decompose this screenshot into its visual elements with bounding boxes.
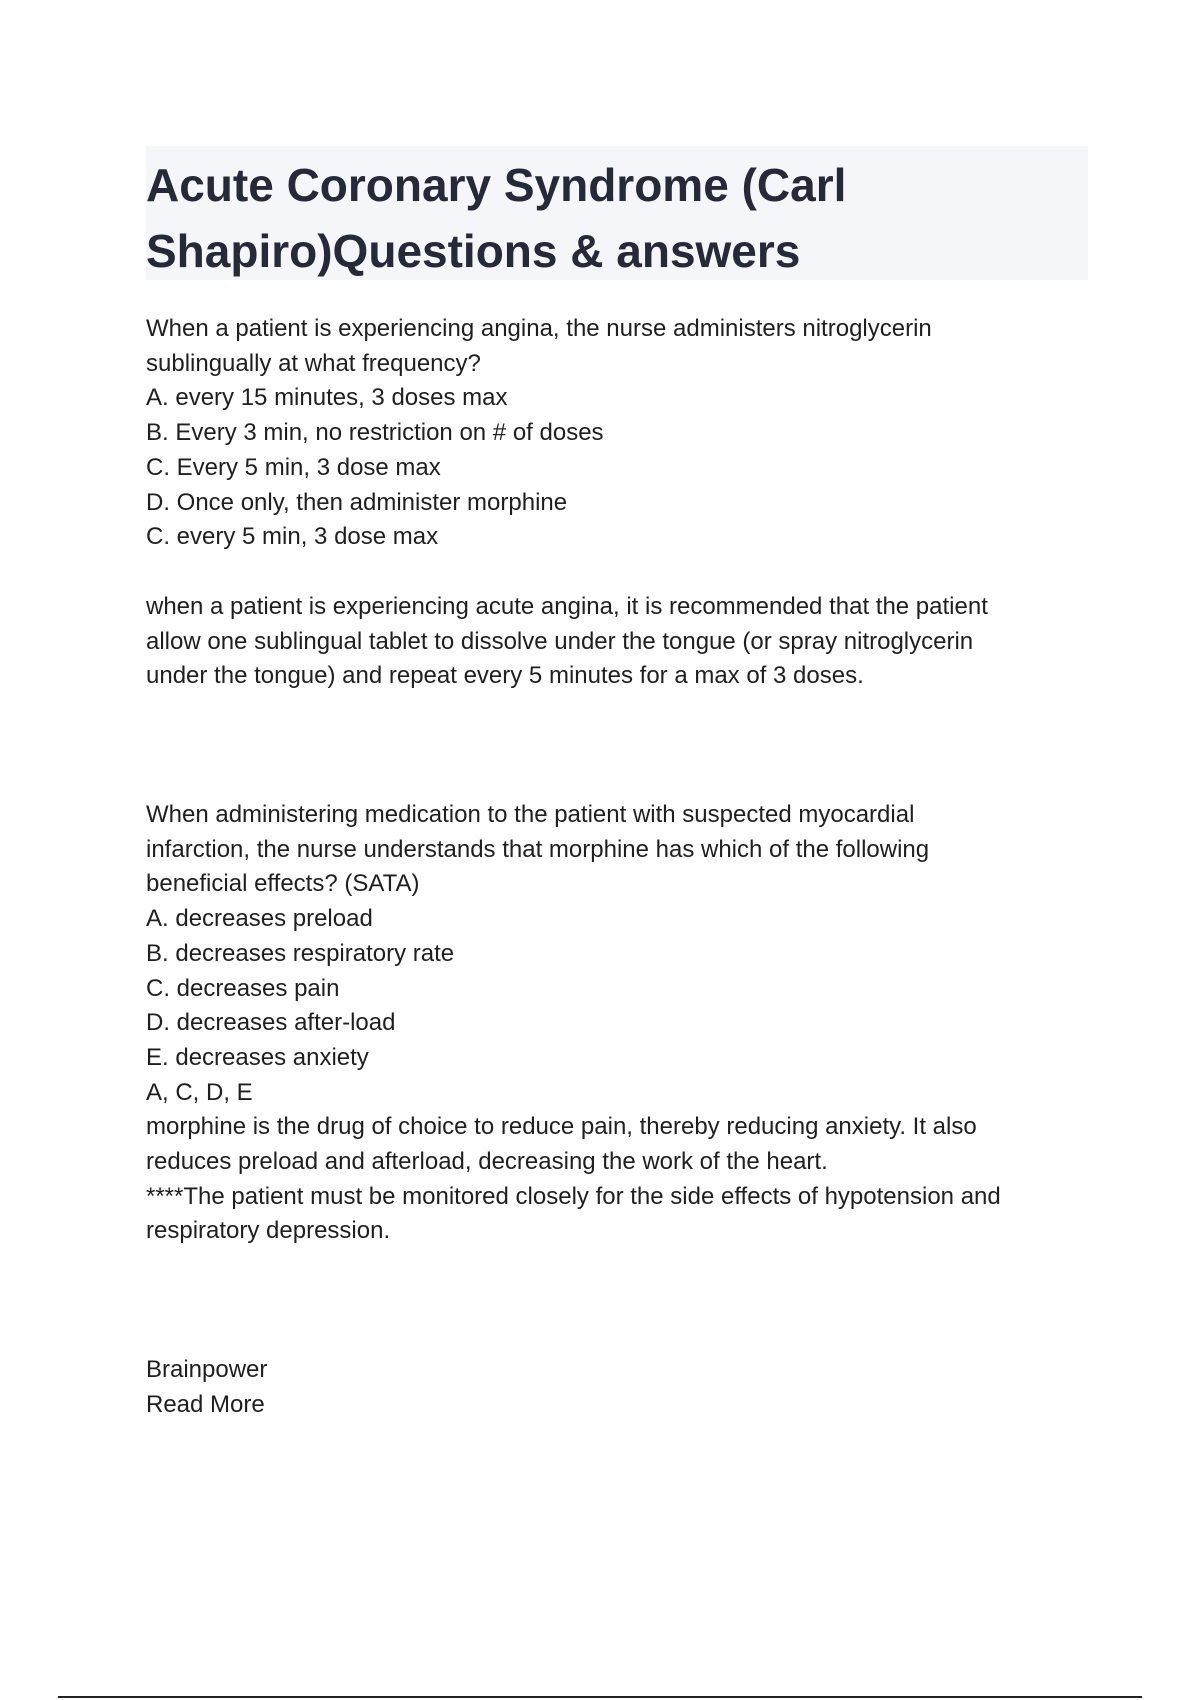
question-2-option-d: D. decreases after-load bbox=[146, 1009, 396, 1037]
rationale-line: allow one sublingual tablet to dissolve under the tongue (or spray nitroglycerin bbox=[146, 627, 974, 655]
title-line-1: Acute Coronary Syndrome (Carl bbox=[146, 159, 847, 211]
rationale-line: reduces preload and afterload, decreasing the work of the heart. bbox=[146, 1148, 828, 1176]
document-title bbox=[146, 146, 1088, 280]
question-2-option-c: C. decreases pain bbox=[146, 974, 340, 1002]
question-2-option-e: E. decreases anxiety bbox=[146, 1043, 369, 1071]
brand-label: Brainpower bbox=[146, 1356, 268, 1384]
spacer bbox=[146, 1249, 1106, 1353]
rationale-line: respiratory depression. bbox=[146, 1217, 391, 1245]
rationale-line: ****The patient must be monitored closely for the side effects of hypotension and bbox=[146, 1182, 1001, 1210]
spacer bbox=[146, 694, 1106, 798]
rationale-line: morphine is the drug of choice to reduce pain, thereby reducing anxiety. It also bbox=[146, 1113, 977, 1141]
rationale-line: when a patient is experiencing acute angina, it is recommended that the patient bbox=[146, 592, 988, 620]
question-2-answer: A, C, D, E bbox=[146, 1078, 253, 1106]
question-2-option-b: B. decreases respiratory rate bbox=[146, 939, 455, 967]
spacer bbox=[146, 555, 1106, 590]
question-2 bbox=[146, 798, 1106, 1249]
question-2-text-line-3: beneficial effects? (SATA) bbox=[146, 870, 420, 898]
question-1-option-b: B. Every 3 min, no restriction on # of doses bbox=[146, 419, 604, 447]
question-1 bbox=[146, 312, 1106, 555]
question-2-text-line-1: When administering medication to the patient with suspected myocardial bbox=[146, 801, 915, 829]
question-2-option-a: A. decreases preload bbox=[146, 905, 373, 933]
title-line-2: Shapiro)Questions & answers bbox=[146, 225, 801, 277]
question-1-answer: C. every 5 min, 3 dose max bbox=[146, 523, 439, 551]
question-1-option-d: D. Once only, then administer morphine bbox=[146, 488, 568, 516]
question-1-option-c: C. Every 5 min, 3 dose max bbox=[146, 453, 441, 481]
read-more-link[interactable]: Read More bbox=[146, 1390, 265, 1418]
rationale-line: under the tongue) and repeat every 5 minutes for a max of 3 doses. bbox=[146, 662, 864, 690]
footer-links bbox=[146, 1353, 1106, 1422]
question-1-text-line-1: When a patient is experiencing angina, the nurse administers nitroglycerin bbox=[146, 315, 932, 342]
question-2-text-line-2: infarction, the nurse understands that morphine has which of the following bbox=[146, 835, 930, 863]
document-body bbox=[146, 312, 1106, 1423]
question-1-option-a: A. every 15 minutes, 3 doses max bbox=[146, 384, 508, 412]
page-bottom-rule bbox=[58, 1696, 1142, 1698]
question-1-rationale bbox=[146, 590, 1106, 694]
question-1-text-line-2: sublingually at what frequency? bbox=[146, 349, 481, 377]
